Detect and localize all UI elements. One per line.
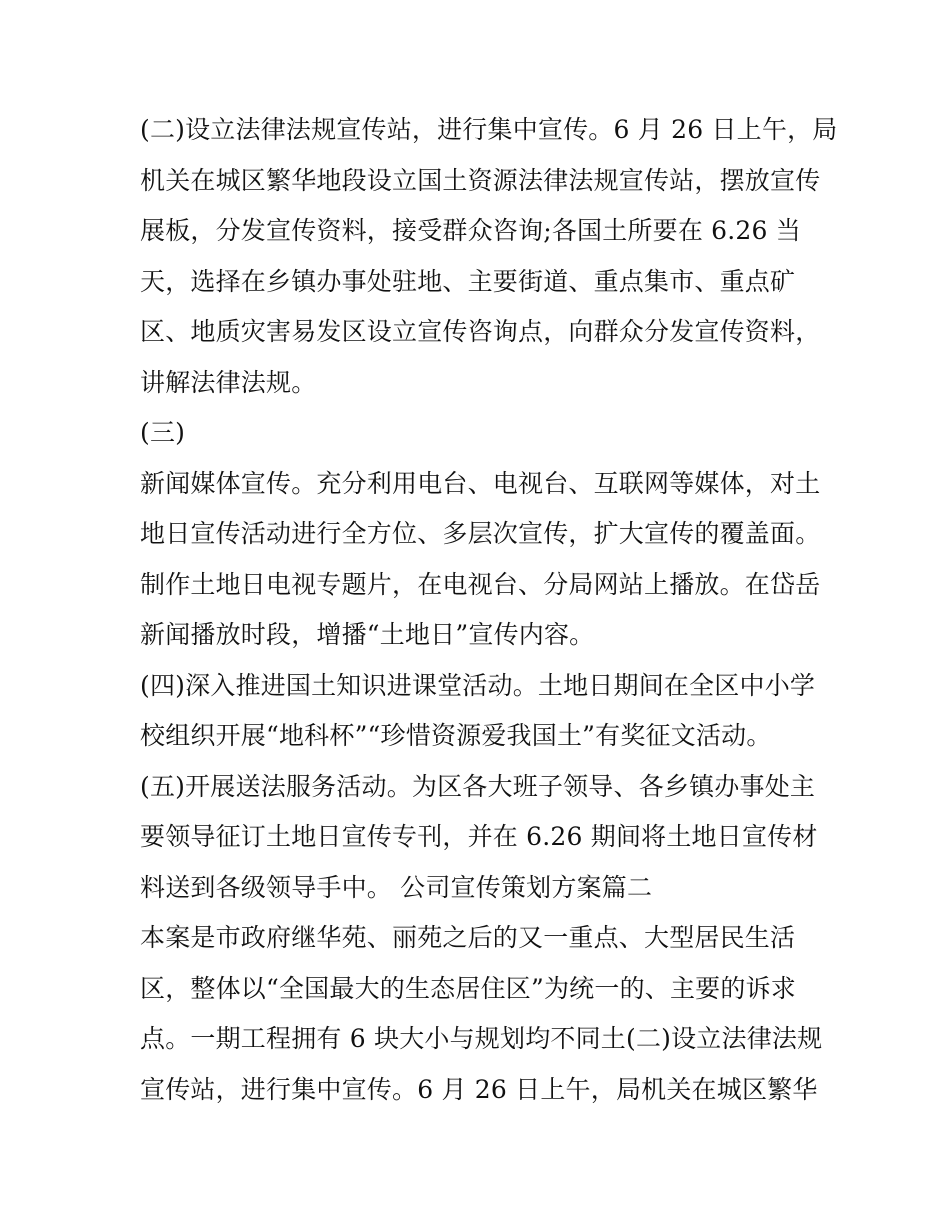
text-line: 新闻播放时段，增播“土地日”宣传内容。 (140, 620, 595, 649)
text-line: 新闻媒体宣传。充分利用电台、电视台、互联网等媒体，对土 (140, 468, 821, 498)
text-line: (五)开展送法服务活动。为区各大班子领导、各乡镇办事处主 (140, 771, 816, 801)
text-line: 展板，分发宣传资料，接受群众咨询;各国土所要在 6.26 当 (140, 216, 801, 245)
text-line: 要领导征订土地日宣传专刊，并在 6.26 期间将土地日宣传材 (140, 822, 818, 851)
text-line: 本案是市政府继华苑、丽苑之后的又一重点、大型居民生活 (140, 923, 796, 952)
text-line: (四)深入推进国土知识进课堂活动。土地日期间在全区中小学 (140, 670, 816, 700)
text-line: 区、地质灾害易发区设立宣传咨询点，向群众分发宣传资料， (140, 317, 821, 346)
text-line: 天，选择在乡镇办事处驻地、主要街道、重点集市、重点矿 (140, 266, 796, 296)
document-body (140, 105, 838, 1115)
text-line: 料送到各级领导手中。 公司宣传策划方案篇二 (140, 872, 653, 902)
text-line: 地日宣传活动进行全方位、多层次宣传，扩大宣传的覆盖面。 (140, 519, 821, 548)
text-line: (三) (140, 418, 186, 447)
text-line: 点。一期工程拥有 6 块大小与规划均不同土(二)设立法律法规 (140, 1024, 823, 1053)
text-line: 制作土地日电视专题片，在电视台、分局网站上播放。在岱岳 (140, 569, 821, 599)
text-line: 校组织开展“地科杯”“珍惜资源爱我国土”有奖征文活动。 (140, 721, 772, 750)
text-line: (二)设立法律法规宣传站，进行集中宣传。6 月 26 日上午，局 (140, 115, 838, 144)
text-line: 区，整体以“全国最大的生态居住区”为统一的、主要的诉求 (140, 973, 796, 1003)
text-line: 宣传站，进行集中宣传。6 月 26 日上午，局机关在城区繁华 (140, 1074, 818, 1104)
text-line: 机关在城区繁华地段设立国土资源法律法规宣传站，摆放宣传 (140, 165, 821, 195)
text-line: 讲解法律法规。 (140, 367, 317, 397)
